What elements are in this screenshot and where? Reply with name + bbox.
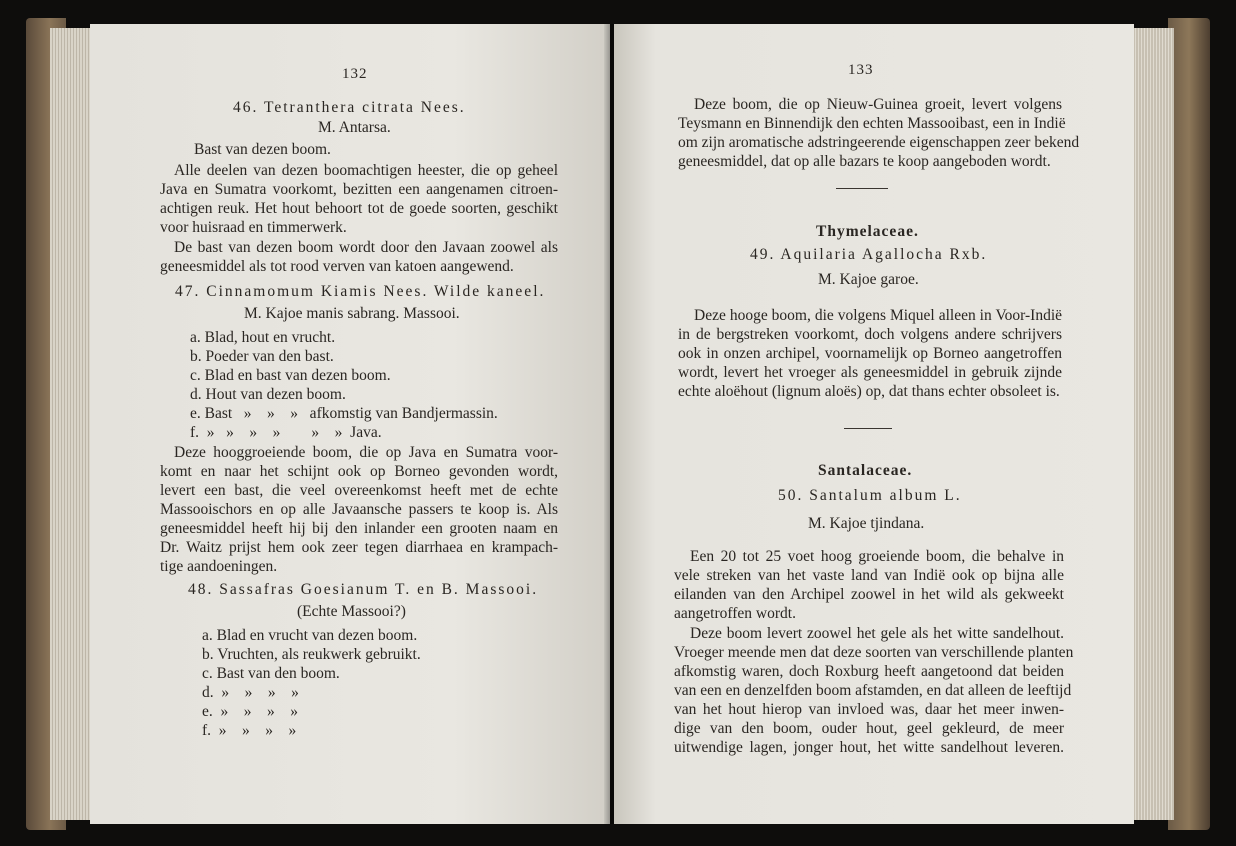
text-line: achtigen reuk. Het hout behoort tot de goede soorten, geschikt: [160, 200, 558, 217]
text-line: Java en Sumatra voorkomt, bezitten een aangenamen citroen-: [160, 181, 558, 198]
vernacular-name: M. Kajoe manis sabrang. Massooi.: [244, 305, 460, 322]
text-line: uitwendige lagen, jonger hout, het witte sandelhout leveren.: [674, 739, 1064, 756]
section-divider: [844, 428, 892, 429]
book-cover-right: [1168, 18, 1210, 830]
entry-heading: 50. Santalum album L.: [778, 487, 962, 504]
text-line: Alle deelen van dezen boomachtigen heester, die op geheel: [174, 162, 558, 179]
page-number: 132: [342, 66, 368, 82]
text-line: De bast van dezen boom wordt door den Javaan zoowel als: [174, 239, 558, 256]
right-page: [614, 24, 1134, 824]
specimen-item: e. Bast » » » afkomstig van Bandjermassin.: [190, 405, 498, 422]
text-line: Deze hooge boom, die volgens Miquel alleen in Voor-Indië: [694, 307, 1062, 324]
vernacular-name: M. Kajoe tjindana.: [808, 515, 925, 532]
text-line: dige van den boom, ouder hout, geel gekleurd, de meer: [674, 720, 1064, 737]
text-line: Vroeger meende men dat deze soorten van verschillende planten: [674, 644, 1074, 661]
page-number: 133: [848, 62, 874, 78]
specimen-item: f. » » » »: [202, 722, 297, 739]
specimen-item: b. Vruchten, als reukwerk gebruikt.: [202, 646, 421, 663]
vernacular-name: M. Kajoe garoe.: [818, 271, 919, 288]
page-edges-left: [50, 28, 92, 820]
text-line: tige aandoeningen.: [160, 558, 278, 575]
specimen-item: a. Blad, hout en vrucht.: [190, 329, 336, 346]
section-divider: [836, 188, 888, 189]
specimen-item: e. » » » »: [202, 703, 299, 720]
text-line: in de bergstreken voorkomt, doch volgens andere schrijvers: [678, 326, 1062, 343]
specimen-item: d. Hout van dezen boom.: [190, 386, 346, 403]
text-line: Deze boom levert zoowel het gele als het witte sandelhout.: [690, 625, 1064, 642]
specimen-item: a. Blad en vrucht van dezen boom.: [202, 627, 418, 644]
text-line: van een en denzelfden boom afstamden, en dat alleen de leeftijd: [674, 682, 1072, 699]
entry-heading: 46. Tetranthera citrata Nees.: [233, 99, 466, 116]
text-line: komt en naar het schijnt ook op Borneo gevonden wordt,: [160, 463, 558, 480]
text-line: van het hout hierop van invloed was, daar het meer inwen-: [674, 701, 1064, 718]
text-line: Dr. Waitz prijst hem ook zeer tegen diarrhaea en krampach-: [160, 539, 558, 556]
family-heading: Santalaceae.: [818, 462, 913, 479]
text-line: aangetroffen wordt.: [674, 605, 796, 622]
vernacular-name: M. Antarsa.: [318, 119, 391, 136]
specimen-item: f. » » » » » » Java.: [190, 424, 382, 441]
entry-subheading: (Echte Massooi?): [297, 603, 406, 620]
text-line: voor huisraad en timmerwerk.: [160, 219, 347, 236]
text-line: Deze hooggroeiende boom, die op Java en Sumatra voor-: [174, 444, 558, 461]
text-line: geneesmiddel, dat op alle bazars te koop aangeboden wordt.: [678, 153, 1051, 170]
specimen-item: b. Poeder van den bast.: [190, 348, 334, 365]
text-line: geneesmiddel als tot rood verven van katoen aangewend.: [160, 258, 514, 275]
text-line: Deze boom, die op Nieuw-Guinea groeit, levert volgens: [694, 96, 1062, 113]
specimen-item: c. Bast van den boom.: [202, 665, 340, 682]
text-line: wordt, levert het vroeger als geneesmiddel in gebruik zijnde: [678, 364, 1062, 381]
text-line: Massooischors en op alle Javaansche passers te koop is. Als: [160, 501, 558, 518]
text-line: afkomstig waren, doch Roxburg heeft aangetoond dat beiden: [674, 663, 1064, 680]
text-line: Een 20 tot 25 voet hoog groeiende boom, die behalve in: [690, 548, 1064, 565]
text-line: geneesmiddel heeft hij bij den inlander een grooten naam en: [160, 520, 558, 537]
text-line: Bast van dezen boom.: [194, 141, 331, 158]
text-line: levert een bast, die veel overeenkomst heeft met de echte: [160, 482, 558, 499]
text-line: ook in onzen archipel, voornamelijk op Borneo aangetroffen: [678, 345, 1062, 362]
specimen-item: c. Blad en bast van dezen boom.: [190, 367, 391, 384]
page-edges-right: [1130, 28, 1174, 820]
text-line: echte aloëhout (lignum aloës) op, dat thans echter obsoleet is.: [678, 383, 1060, 400]
entry-heading: 48. Sassafras Goesianum T. en B. Massooi.: [188, 581, 539, 598]
entry-heading: 47. Cinnamomum Kiamis Nees. Wilde kaneel.: [175, 283, 546, 300]
text-line: vele streken van het vaste land van Indië ook op bijna alle: [674, 567, 1064, 584]
text-line: om zijn aromatische adstringeerende eigenschappen zeer bekend: [678, 134, 1080, 151]
text-line: eilanden van den Archipel zoowel in het wild als gekweekt: [674, 586, 1064, 603]
family-heading: Thymelaceae.: [816, 223, 919, 240]
entry-heading: 49. Aquilaria Agallocha Rxb.: [750, 246, 988, 263]
text-line: Teysmann en Binnendijk den echten Massooibast, een in Indië: [678, 115, 1066, 132]
left-page: [90, 24, 610, 824]
specimen-item: d. » » » »: [202, 684, 299, 701]
